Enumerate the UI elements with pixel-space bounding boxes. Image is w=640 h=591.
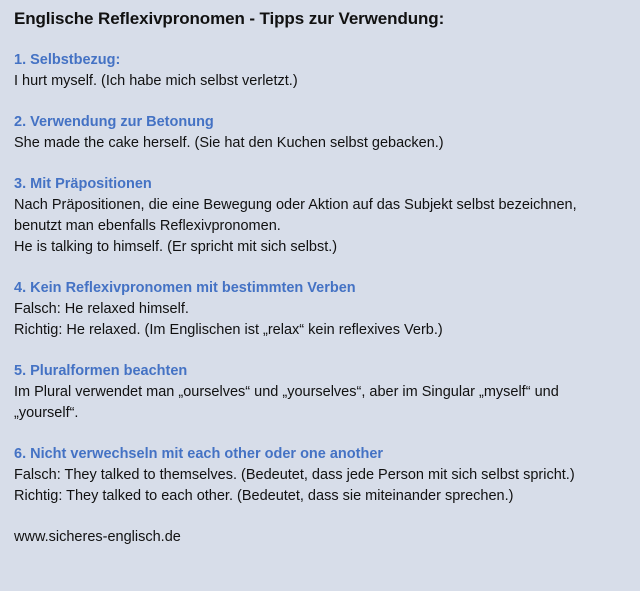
page-title: Englische Reflexivpronomen - Tipps zur Verwendung: bbox=[14, 9, 445, 28]
section-praepositionen bbox=[14, 174, 630, 258]
section-line: She made the cake herself. (Sie hat den Kuchen selbst gebacken.) bbox=[14, 135, 444, 151]
section-line: I hurt myself. (Ich habe mich selbst verletzt.) bbox=[14, 73, 298, 89]
section-betonung bbox=[14, 112, 630, 154]
section-line: Richtig: He relaxed. (Im Englischen ist „relax“ kein reflexives Verb.) bbox=[14, 322, 443, 338]
section-line: Im Plural verwendet man „ourselves“ und „yourselves“, aber im Singular „myself“ und bbox=[14, 384, 559, 400]
section-heading: 3. Mit Präpositionen bbox=[14, 176, 152, 192]
section-line: benutzt man ebenfalls Reflexivpronomen. bbox=[14, 218, 281, 234]
section-nicht-verwechseln bbox=[14, 444, 630, 507]
section-heading: 2. Verwendung zur Betonung bbox=[14, 114, 214, 130]
section-selbstbezug bbox=[14, 50, 630, 92]
section-line: He is talking to himself. (Er spricht mit sich selbst.) bbox=[14, 239, 338, 255]
section-line: Falsch: They talked to themselves. (Bedeutet, dass jede Person mit sich selbst spricht.) bbox=[14, 467, 575, 483]
section-line: „yourself“. bbox=[14, 405, 79, 421]
section-heading: 1. Selbstbezug: bbox=[14, 52, 121, 68]
section-pluralformen bbox=[14, 361, 630, 424]
section-heading: 4. Kein Reflexivpronomen mit bestimmten Verben bbox=[14, 280, 356, 296]
section-line: Nach Präpositionen, die eine Bewegung oder Aktion auf das Subjekt selbst bezeichnen, bbox=[14, 197, 577, 213]
section-kein-reflexivpronomen bbox=[14, 278, 630, 341]
section-line: Richtig: They talked to each other. (Bedeutet, dass sie miteinander sprechen.) bbox=[14, 488, 514, 504]
section-heading: 6. Nicht verwechseln mit each other oder one another bbox=[14, 446, 384, 462]
section-line: Falsch: He relaxed himself. bbox=[14, 301, 189, 317]
website-url: www.sicheres-englisch.de bbox=[14, 529, 181, 545]
section-heading: 5. Pluralformen beachten bbox=[14, 363, 188, 379]
